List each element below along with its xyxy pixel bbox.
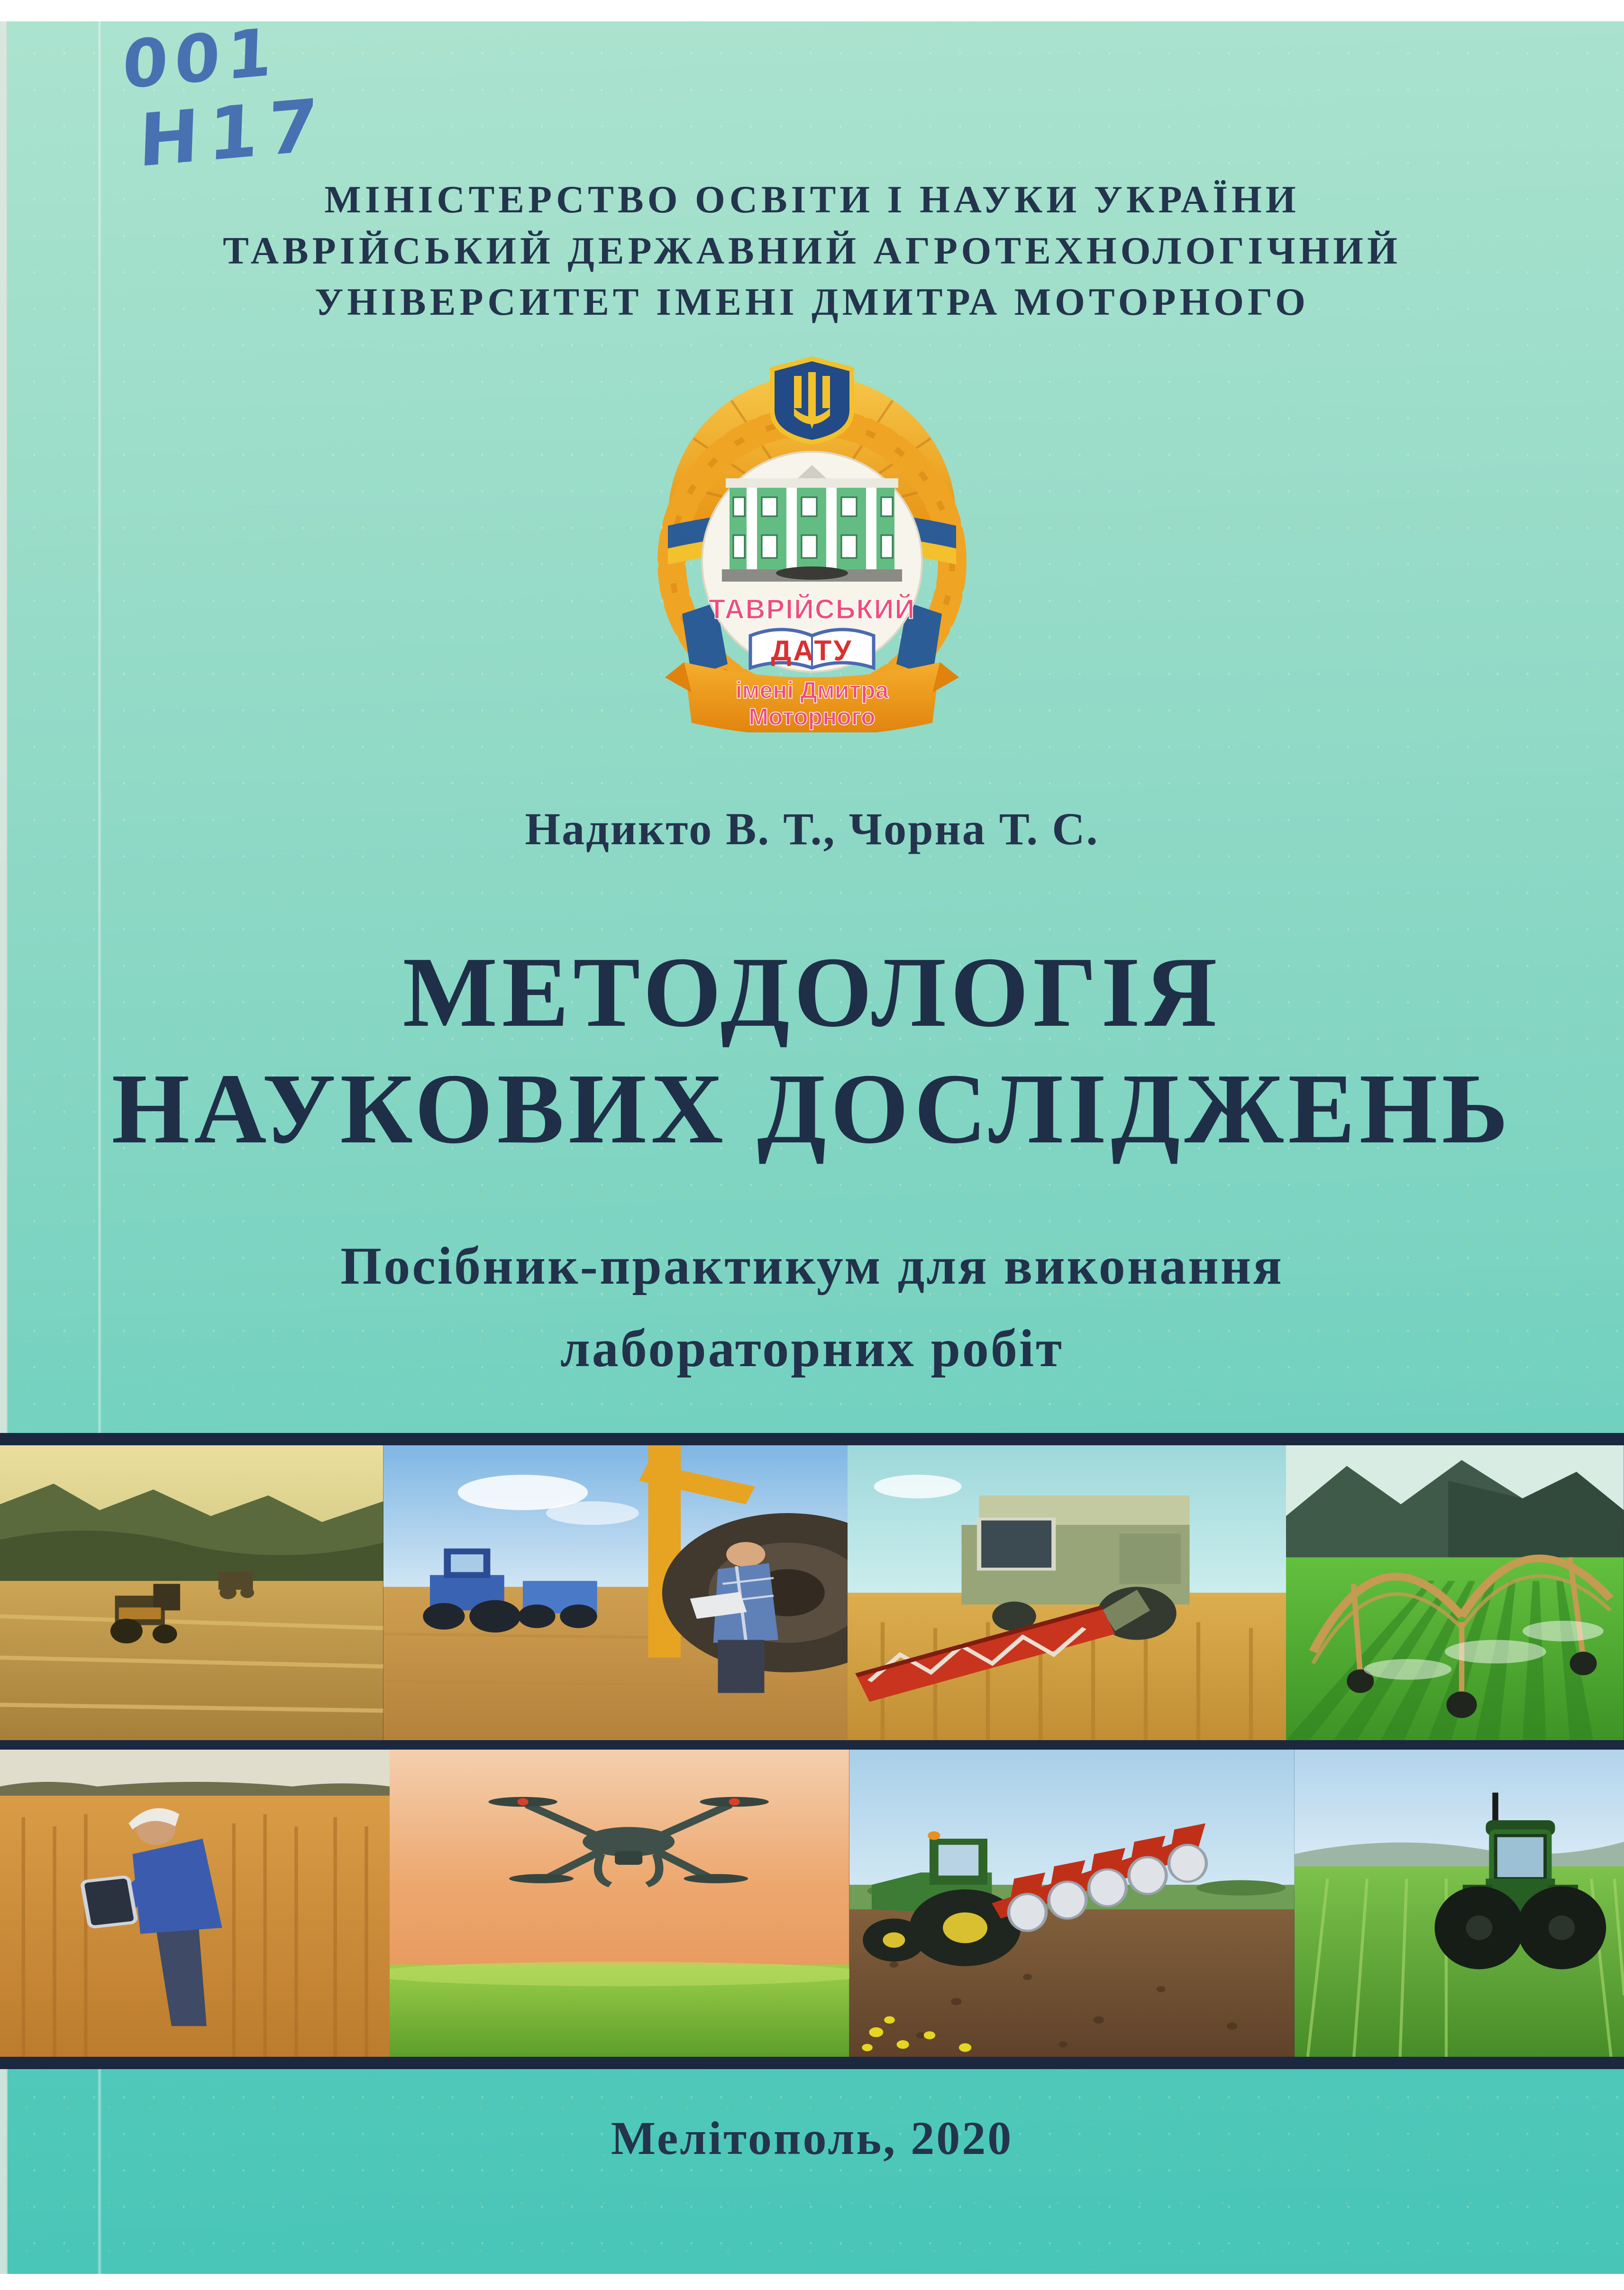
photo-irrigation-system xyxy=(1286,1445,1624,1740)
book-subtitle-line-1: Посібник-практикум для виконання xyxy=(340,1237,1284,1296)
emblem-named-after-1: імені Дмитра xyxy=(735,677,889,703)
drone-illustration xyxy=(390,1750,849,2057)
photo-tractor-plough xyxy=(849,1750,1295,2057)
ministry-line-3: УНІВЕРСИТЕТ ІМЕНІ ДМИТРА МОТОРНОГО xyxy=(315,280,1309,324)
ministry-line-1: МІНІСТЕРСТВО ОСВІТИ І НАУКИ УКРАЇНИ xyxy=(324,178,1300,221)
photo-combine-harvester xyxy=(848,1445,1286,1740)
library-call-number xyxy=(119,13,331,183)
emblem-abbr: ДАТУ xyxy=(771,635,853,666)
irrigation-illustration xyxy=(1286,1445,1624,1740)
authors-line: Надикто В. Т., Чорна Т. С. xyxy=(525,803,1099,854)
call-number-top: 001 xyxy=(121,13,280,104)
trident-shield xyxy=(772,359,852,442)
university-emblem xyxy=(656,334,968,732)
book-title xyxy=(0,934,1624,1167)
photo-row-bottom xyxy=(0,1750,1624,2057)
tractor-plough-illustration xyxy=(849,1750,1295,2057)
ministry-line-2: ТАВРІЙСЬКИЙ ДЕРЖАВНИЙ АГРОТЕХНОЛОГІЧНИЙ xyxy=(223,229,1401,273)
photo-row-top xyxy=(0,1445,1624,1740)
call-number-bottom: Н17 xyxy=(137,82,329,183)
book-title-line-2: НАУКОВИХ ДОСЛІДЖЕНЬ xyxy=(111,1052,1513,1164)
ministry-header xyxy=(0,174,1624,328)
book-subtitle xyxy=(0,1225,1624,1390)
emblem-named-after-2: Моторного xyxy=(748,703,876,730)
photo-tractor-green-field xyxy=(1295,1750,1624,2057)
photo-hay-harvest xyxy=(0,1445,383,1740)
photo-drone xyxy=(390,1750,849,2057)
photo-tractor-trailer-engineer xyxy=(383,1445,848,1740)
book-subtitle-line-2: лабораторних робіт xyxy=(560,1319,1064,1378)
tractor-field-illustration xyxy=(1295,1750,1624,2057)
cover-background xyxy=(0,13,1624,2274)
photo-collage-band xyxy=(0,1433,1624,2069)
emblem-university-short: ТАВРІЙСЬКИЙ xyxy=(708,594,916,625)
university-emblem-graphic xyxy=(656,334,968,732)
combine-illustration xyxy=(848,1445,1286,1740)
photo-agronomist-tablet xyxy=(0,1750,390,2057)
tractor-trailer-illustration xyxy=(383,1445,848,1740)
book-title-line-1: МЕТОДОЛОГІЯ xyxy=(402,936,1222,1048)
agronomist-illustration xyxy=(0,1750,390,2057)
university-building xyxy=(722,465,902,582)
hay-harvest-illustration xyxy=(0,1445,383,1740)
imprint-city-year: Мелітополь, 2020 xyxy=(611,2112,1013,2164)
